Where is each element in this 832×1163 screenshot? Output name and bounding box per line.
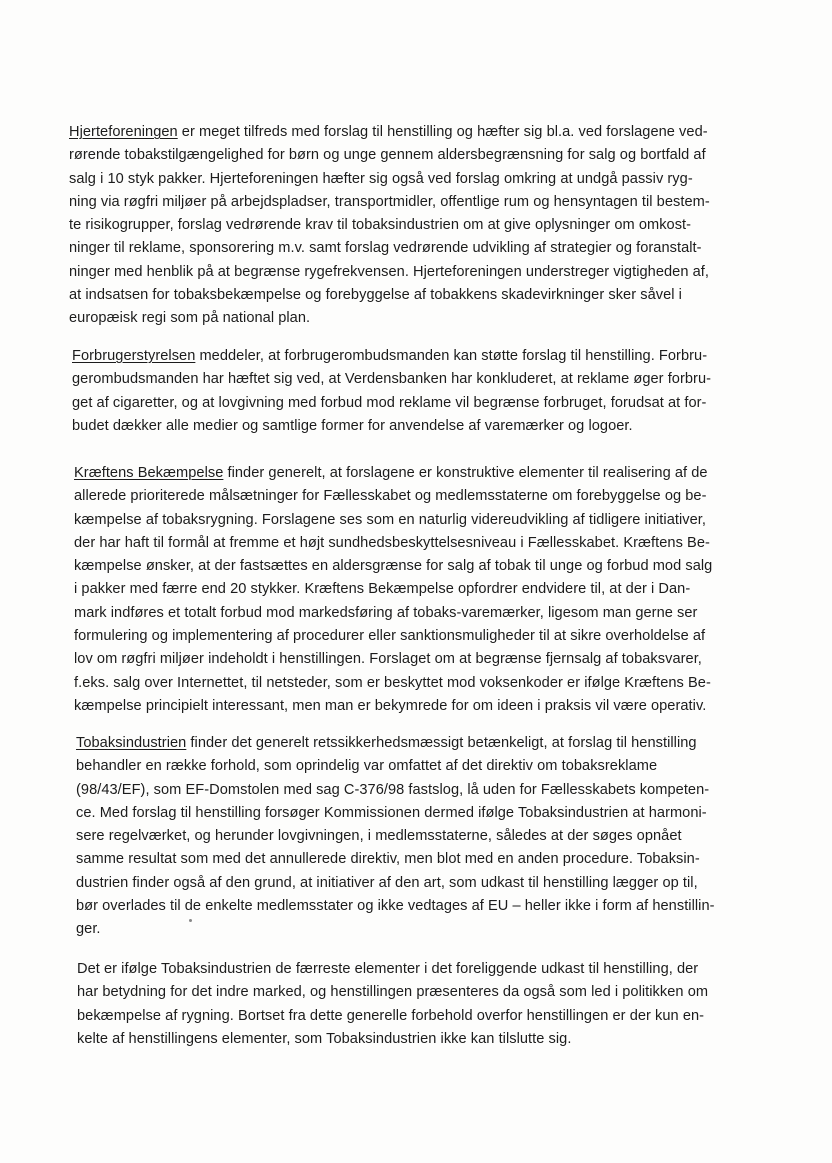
text-line: Tobaksindustrien finder det generelt retssikkerhedsmæssigt betænkeligt, at forslag til henstilling — [76, 735, 697, 751]
paragraph-hjerteforeningen — [69, 121, 710, 331]
text-line: (98/43/EF), som EF-Domstolen med sag C-376/98 fastslog, lå uden for Fællesskabets kompeten- — [76, 781, 710, 798]
text-line: har betydning for det indre marked, og henstillingen præsenteres da også som led i politikken om — [77, 984, 709, 1001]
text-line: Det er ifølge Tobaksindustrien de færreste elementer i det foreliggende udkast til henstilling, der — [77, 961, 699, 977]
text-line: allerede prioriterede målsætninger for Fællesskabet og medlemsstaterne om forebyggelse og be- — [74, 488, 707, 505]
text-line: ning via røgfri miljøer på arbejdspladser, transportmidler, offentlige rum og hensyntagen til bestem- — [69, 193, 710, 210]
paragraph-forbrugerstyrelsen — [72, 345, 711, 438]
text-line: europæisk regi som på national plan. — [69, 310, 311, 327]
text-line: at indsatsen for tobaksbekæmpelse og forebyggelse af tobakkens skadevirkninger sker såvel i — [69, 287, 682, 304]
text-line: kæmpelse ønsker, at der fastsættes en aldersgrænse for salg af tobak til unge og forbud mod salg — [74, 558, 713, 575]
text-line: get af cigaretter, og at lovgivning med forbud mod reklame vil begrænse forbruget, forudsat at for- — [72, 394, 707, 411]
paragraph-kraeftens-bekaempelse — [74, 462, 712, 718]
text-line: rørende tobakstilgængelighed for børn og unge gennem aldersbegrænsning for salg og bortfald af — [69, 147, 706, 164]
text-line: Forbrugerstyrelsen meddeler, at forbrugerombudsmanden kan støtte forslag til henstilling. Forbru- — [72, 348, 708, 364]
text-line: der har haft til formål at fremme et højt sundhedsbeskyttelsesniveau i Fællesskabet. Kræftens Be- — [74, 534, 710, 551]
text-line: bør overlades til de enkelte medlemsstater og ikke vedtages af EU – heller ikke i form af henstillin- — [76, 898, 715, 915]
text-line: te risikogrupper, forslag vedrørende krav til tobaksindustrien om at give oplysninger om omkost- — [69, 217, 692, 234]
text-line: samme resultat som med det annullerede direktiv, men blot med en anden procedure. Tobaksin- — [76, 851, 700, 868]
text-line: kæmpelse af tobaksrygning. Forslagene ses som en naturlig videreudvikling af tidligere initiativer, — [74, 511, 706, 528]
text-line: ninger til reklame, sponsorering m.v. samt forslag vedrørende udvikling af strategier og foranstalt- — [69, 240, 702, 257]
scan-speck — [189, 919, 192, 922]
text-line: f.eks. salg over Internettet, til netsteder, som er beskyttet mod voksenkoder er ifølge Kræftens Be- — [74, 674, 711, 691]
text-line: formulering og implementering af procedurer eller sanktionsmuligheder til at sikre overholdelse af — [74, 628, 706, 645]
text-line: i pakker med færre end 20 stykker. Kræftens Bekæmpelse opfordrer endvidere til, at der i Dan- — [74, 581, 691, 598]
text-line: budet dækker alle medier og samtlige former for anvendelse af varemærker og logoer. — [72, 417, 633, 434]
text-line: sere regelværket, og herunder lovgivningen, i medlemsstaterne, således at der søges opnået — [76, 828, 682, 845]
organization-name: Hjerteforeningen — [69, 124, 178, 140]
text-line: ce. Med forslag til henstilling forsøger Kommissionen dermed ifølge Tobaksindustrien at harmoni- — [76, 804, 707, 821]
text-line: Hjerteforeningen er meget tilfreds med forslag til henstilling og hæfter sig bl.a. ved forslagene ved- — [69, 124, 708, 140]
text-line: ninger med henblik på at begrænse rygefrekvensen. Hjerteforeningen understreger vigtigheden af, — [69, 263, 709, 280]
text-line: dustrien finder også af den grund, at initiativer af den art, som udkast til henstilling lægger op til, — [76, 874, 698, 891]
text-line: kelte af henstillingens elementer, som Tobaksindustrien ikke kan tilslutte sig. — [77, 1030, 572, 1047]
text-line: gerombudsmanden har hæftet sig ved, at Verdensbanken har konkluderet, at reklame øger forbru- — [72, 371, 712, 388]
organization-name: Tobaksindustrien — [76, 735, 187, 751]
text-line: mark indføres et totalt forbud mod markedsføring af tobaks-varemærker, ligesom man gerne ser — [74, 604, 698, 621]
text-line: behandler en række forhold, som oprindelig var omfattet af det direktiv om tobaksreklame — [76, 758, 658, 775]
text-line: salg i 10 styk pakker. Hjerteforeningen hæfter sig også ved forslag omkring at undgå passiv ryg- — [69, 170, 693, 187]
paragraph-tobaksindustrien-continued — [77, 958, 708, 1051]
organization-name: Kræftens Bekæmpelse — [74, 465, 224, 481]
text-line: lov om røgfri miljøer indeholdt i henstillingen. Forslaget om at begrænse fjernsalg af tobaksvarer, — [74, 651, 702, 668]
text-line: ger. — [76, 921, 101, 938]
paragraph-tobaksindustrien — [76, 732, 715, 942]
organization-name: Forbrugerstyrelsen — [72, 348, 196, 364]
text-line: kæmpelse principielt interessant, men man er bekymrede for om ideen i praksis vil være operativ. — [74, 697, 707, 714]
text-line: Kræftens Bekæmpelse finder generelt, at forslagene er konstruktive elementer til realisering af de — [74, 465, 708, 481]
text-line: bekæmpelse af rygning. Bortset fra dette generelle forbehold overfor henstillingen er der kun en- — [77, 1007, 705, 1024]
